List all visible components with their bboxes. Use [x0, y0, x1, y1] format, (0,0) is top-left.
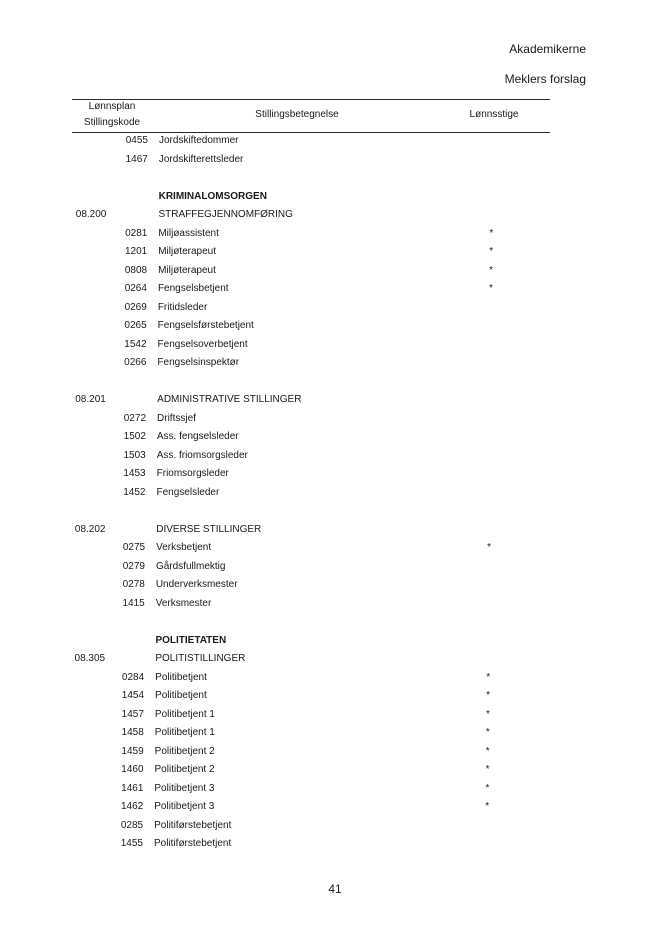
table-row: [0, 337, 670, 353]
row-stillingsbetegnelse: Politibetjent 1: [154, 727, 215, 738]
row-stillingsbetegnelse: Politibetjent 3: [154, 782, 215, 794]
column-header-plan-line1: Lønnsplan: [88, 101, 136, 112]
row-stillingsbetegnelse: Ass. fengselsleder: [156, 431, 239, 442]
row-stillingsbetegnelse: POLITISTILLINGER: [155, 653, 246, 664]
row-stillingsbetegnelse: Politibetjent: [155, 671, 207, 683]
table-row: [0, 207, 670, 223]
row-stillingskode: 1457: [121, 708, 144, 720]
row-stillingsbetegnelse: Politiførstebetjent: [154, 838, 232, 849]
table-row: [0, 133, 670, 149]
row-lonnsstige-marker: *: [485, 727, 490, 738]
table-row: [0, 633, 670, 649]
table-row: [0, 818, 670, 834]
row-stillingskode: 0265: [124, 320, 147, 331]
row-stillingsbetegnelse: Fritidsleder: [157, 301, 208, 313]
table-row: [0, 189, 670, 205]
table-row: [0, 522, 670, 538]
row-stillingskode: 1453: [123, 468, 146, 479]
table-row: [0, 244, 670, 260]
row-stillingskode: 0285: [120, 819, 144, 831]
row-stillingskode: 0275: [122, 542, 146, 553]
row-lonnsstige-marker: *: [485, 708, 490, 720]
row-stillingsbetegnelse: Gårdsfullmektig: [155, 560, 226, 572]
table-row: [0, 744, 670, 760]
row-lonnsstige-marker: *: [489, 227, 494, 239]
row-stillingsbetegnelse: Driftssjef: [157, 412, 196, 424]
table-row: [0, 152, 670, 168]
section-heading: KRIMINALOMSORGEN: [158, 190, 267, 202]
row-stillingskode: 1452: [123, 486, 146, 498]
table-row: [0, 577, 670, 593]
row-stillingskode: 1459: [121, 745, 144, 757]
header-subtitle: Meklers forslag: [504, 72, 586, 86]
table-row: [0, 300, 670, 316]
row-stillingsbetegnelse: Jordskifterettsleder: [158, 153, 244, 165]
row-stillingsbetegnelse: Fengselsleder: [156, 486, 220, 498]
row-stillingsbetegnelse: Verksbetjent: [156, 542, 212, 553]
row-stillingsbetegnelse: Verksmester: [155, 597, 212, 609]
row-stillingsbetegnelse: STRAFFEGJENNOMFØRING: [158, 209, 293, 220]
row-stillingsbetegnelse: Politibetjent 1: [154, 708, 215, 720]
table-row: [0, 355, 670, 371]
section-heading: POLITIETATEN: [155, 634, 227, 646]
row-stillingsbetegnelse: Fengselsbetjent: [157, 283, 229, 294]
row-lonnsplan: 08.305: [74, 653, 106, 664]
table-row: [0, 688, 670, 704]
row-lonnsstige-marker: *: [486, 671, 491, 683]
row-stillingskode: 1462: [121, 801, 144, 812]
column-header-plan-line2: Stillingskode: [83, 117, 141, 128]
row-lonnsplan: 08.201: [75, 394, 106, 405]
table-row: [0, 281, 670, 297]
row-stillingskode: 0808: [124, 264, 148, 276]
row-stillingskode: 0266: [124, 357, 147, 368]
table-row: [0, 429, 670, 445]
table-row: [0, 799, 670, 815]
row-lonnsstige-marker: *: [485, 745, 490, 757]
table-row: [0, 392, 670, 408]
row-stillingskode: 1461: [121, 782, 144, 794]
row-lonnsstige-marker: *: [489, 246, 494, 257]
row-stillingskode: 1467: [125, 153, 148, 165]
row-stillingsbetegnelse: Underverksmester: [155, 579, 238, 590]
row-stillingskode: 1542: [124, 338, 147, 350]
row-lonnsstige-marker: *: [485, 782, 490, 794]
row-stillingsbetegnelse: Miljøterapeut: [158, 264, 216, 276]
row-lonnsstige-marker: *: [489, 264, 494, 276]
row-stillingsbetegnelse: Ass. friomsorgsleder: [156, 449, 248, 461]
row-lonnsstige-marker: *: [485, 801, 490, 812]
table-row: [0, 540, 670, 556]
row-lonnsplan: 08.202: [74, 523, 106, 535]
table-row: [0, 725, 670, 741]
row-stillingsbetegnelse: Politibetjent 2: [154, 745, 215, 757]
table-row: [0, 670, 670, 686]
row-stillingsbetegnelse: Politibetjent: [155, 690, 207, 701]
table-row: [0, 263, 670, 279]
row-lonnsstige-marker: *: [488, 283, 493, 294]
table-row: [0, 559, 670, 575]
row-stillingsbetegnelse: Fengselsoverbetjent: [157, 338, 248, 350]
row-stillingskode: 1503: [123, 449, 146, 461]
row-stillingskode: 1455: [120, 838, 143, 849]
table-row: [0, 614, 670, 630]
row-stillingsbetegnelse: Miljøterapeut: [158, 246, 217, 257]
row-lonnsstige-marker: *: [485, 764, 490, 775]
row-stillingsbetegnelse: Politiførstebetjent: [154, 819, 232, 831]
table-row: [0, 411, 670, 427]
row-stillingskode: 1458: [121, 727, 144, 738]
header-org: Akademikerne: [509, 42, 586, 56]
row-stillingskode: 1502: [123, 431, 146, 442]
page-number: 41: [328, 882, 342, 896]
column-header-title: Stillingsbetegnelse: [255, 109, 339, 120]
row-stillingskode: 0279: [122, 560, 145, 572]
row-stillingskode: 0278: [122, 579, 145, 590]
row-stillingsbetegnelse: ADMINISTRATIVE STILLINGER: [157, 394, 302, 405]
row-lonnsplan: 08.200: [75, 209, 107, 220]
table-row: [0, 318, 670, 334]
row-stillingsbetegnelse: Politibetjent 3: [154, 801, 215, 812]
row-stillingskode: 0455: [125, 135, 148, 146]
table-row: [0, 707, 670, 723]
column-header-ladder: Lønnsstige: [469, 109, 519, 120]
table-row: [0, 226, 670, 242]
row-lonnsstige-marker: *: [486, 690, 490, 701]
table-row: [0, 448, 670, 464]
row-stillingsbetegnelse: Politibetjent 2: [154, 764, 215, 775]
table-row: [0, 596, 670, 612]
row-stillingskode: 0269: [124, 301, 147, 313]
row-stillingsbetegnelse: DIVERSE STILLINGER: [156, 523, 262, 535]
row-stillingsbetegnelse: Fengselsinspektør: [157, 357, 240, 368]
table-row: [0, 374, 670, 390]
column-header-plan: [72, 99, 152, 131]
table-row: [0, 485, 670, 501]
row-stillingskode: 0264: [124, 283, 147, 294]
row-stillingskode: 0272: [123, 412, 147, 424]
row-stillingskode: 1201: [124, 246, 148, 257]
row-stillingsbetegnelse: Miljøassistent: [158, 227, 219, 239]
table-row: [0, 781, 670, 797]
row-lonnsstige-marker: *: [487, 542, 492, 553]
table-row: [0, 503, 670, 519]
row-stillingskode: 1454: [121, 690, 145, 701]
row-stillingsbetegnelse: Fengselsførstebetjent: [157, 320, 254, 331]
row-stillingskode: 0284: [121, 671, 145, 683]
table-row: [0, 466, 670, 482]
table-row: [0, 762, 670, 778]
table-row: [0, 170, 670, 186]
row-stillingsbetegnelse: Friomsorgsleder: [156, 468, 229, 479]
table-row: [0, 651, 670, 667]
row-stillingskode: 1460: [121, 764, 144, 775]
row-stillingskode: 0281: [125, 227, 148, 239]
table-row: [0, 836, 670, 852]
row-stillingsbetegnelse: Jordskiftedommer: [159, 135, 239, 146]
row-stillingskode: 1415: [122, 597, 145, 609]
